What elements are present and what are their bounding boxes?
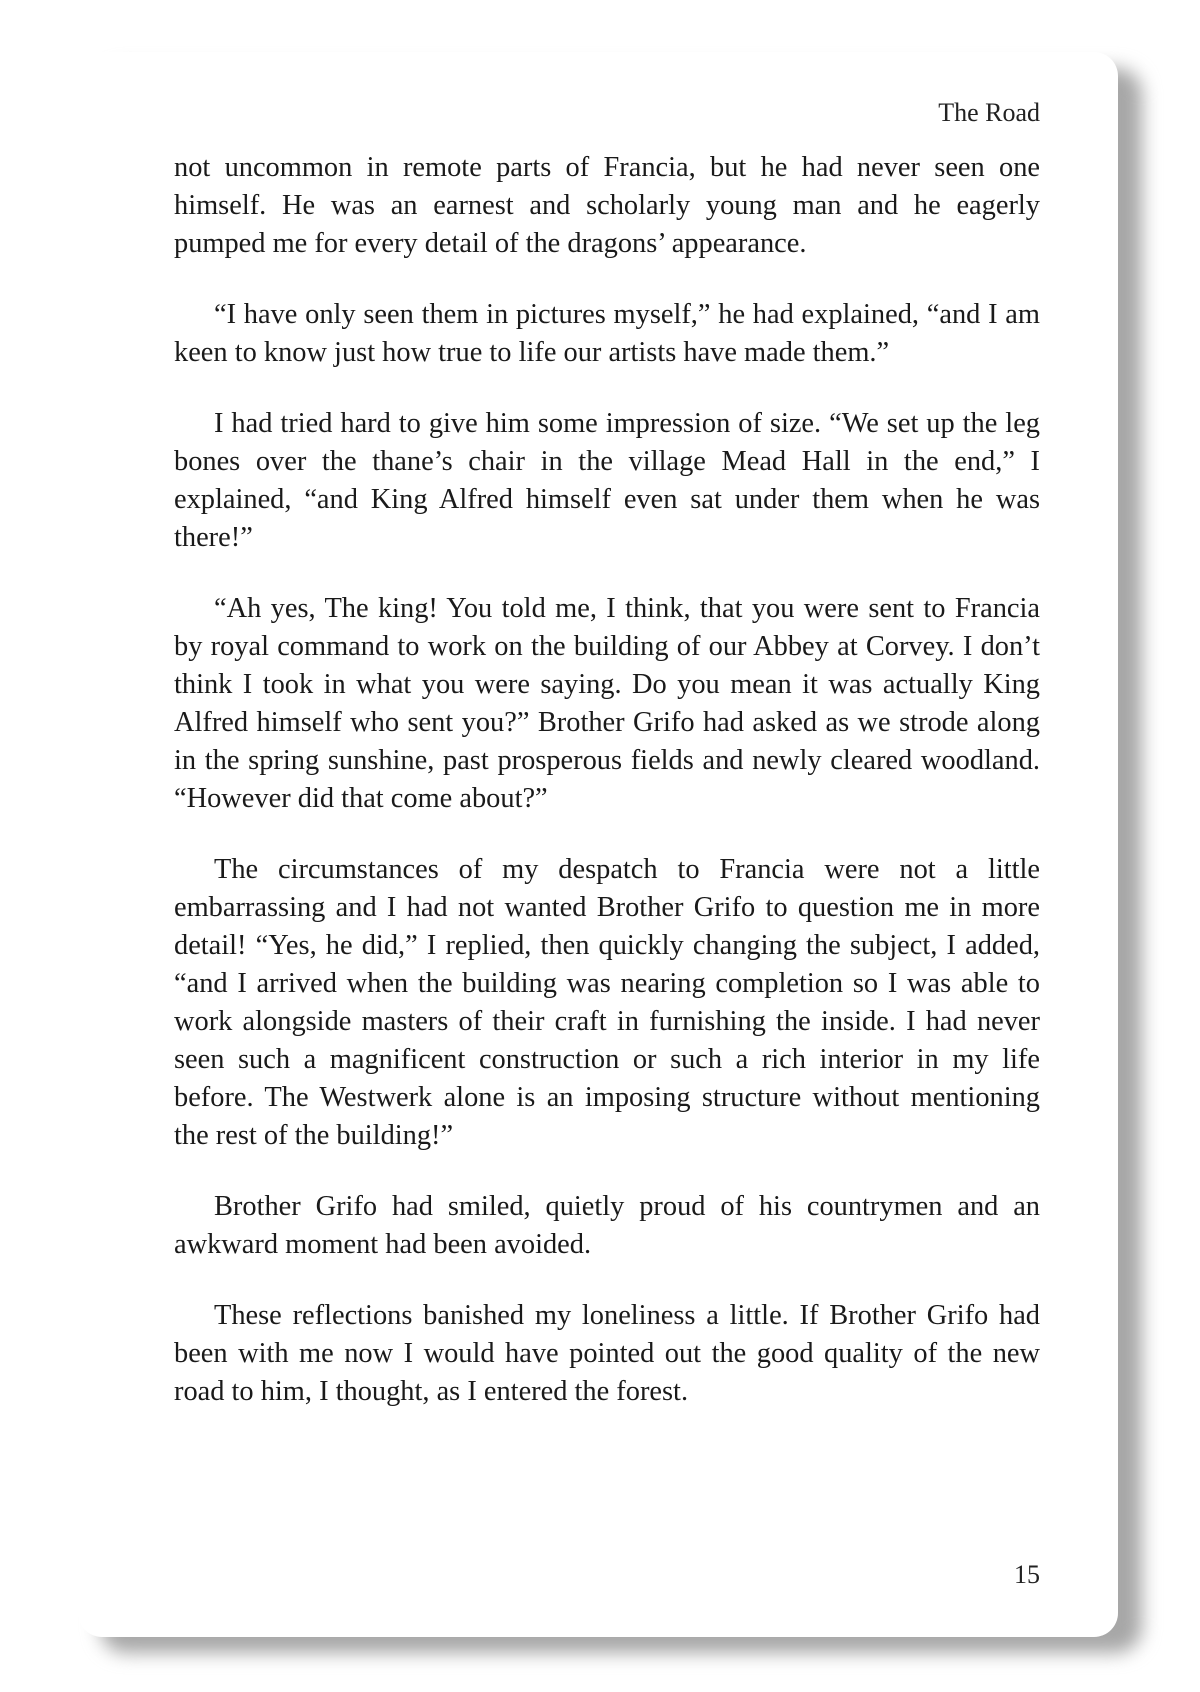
- running-header: The Road: [938, 98, 1040, 127]
- body-text: [174, 149, 1040, 1411]
- page-number: 15: [1014, 1560, 1040, 1589]
- paragraph: not uncommon in remote parts of Francia, but he had never seen one himself. He was an earnest and scholarly young man and he eagerly pumped me for every detail of the dragons’ appearance.: [174, 152, 1040, 259]
- paragraph: “I have only seen them in pictures myself,” he had explained, “and I am keen to know just how true to life our artists have made them.”: [174, 299, 1040, 368]
- book-page: [78, 52, 1118, 1637]
- paragraph: The circumstances of my despatch to Francia were not a little embarrassing and I had not wanted Brother Grifo to question me in more detail! “Yes, he did,” I replied, then quickly changing the subject, I added, “and I arrived when the building was nearing completion so I was able to work alongside masters of their craft in furnishing the inside. I had never seen such a magnificent construction or such a rich interior in my life before. The Westwerk alone is an imposing structure without mentioning the rest of the building!”: [174, 854, 1040, 1151]
- paragraph: “Ah yes, The king! You told me, I think, that you were sent to Francia by royal command to work on the building of our Abbey at Corvey. I don’t think I took in what you were saying. Do you mean it was actually King Alfred himself who sent you?” Brother Grifo had asked as we strode along in the spring sunshine, past prosperous fields and newly cleared woodland. “However did that come about?”: [174, 593, 1040, 814]
- paragraph: Brother Grifo had smiled, quietly proud of his countrymen and an awkward moment had been avoided.: [174, 1191, 1040, 1260]
- paragraph: I had tried hard to give him some impression of size. “We set up the leg bones over the thane’s chair in the village Mead Hall in the end,” I explained, “and King Alfred himself even sat under them when he was there!”: [174, 408, 1040, 553]
- paragraph: These reflections banished my loneliness a little. If Brother Grifo had been with me now I would have pointed out the good quality of the new road to him, I thought, as I entered the forest.: [174, 1300, 1040, 1407]
